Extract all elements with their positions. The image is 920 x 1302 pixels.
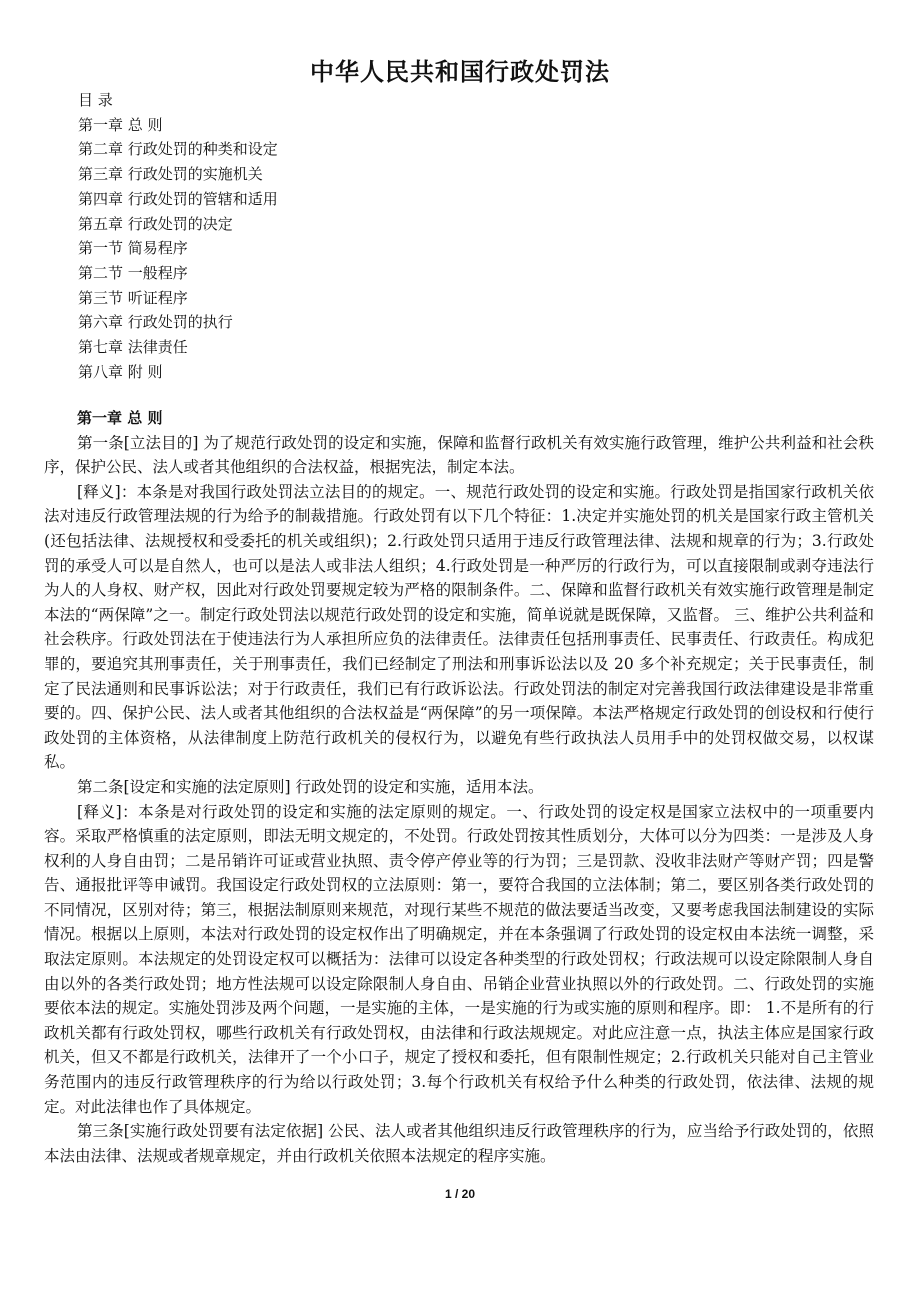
toc-item: 第一节 简易程序 — [78, 239, 188, 258]
toc-heading: 目 录 — [78, 91, 113, 109]
document-title: 中华人民共和国行政处罚法 — [310, 58, 610, 86]
toc-item: 第八章 附 则 — [78, 362, 163, 381]
article-1-commentary: [释义]：本条是对我国行政处罚法立法目的的规定。一、规范行政处罚的设定和实施。行政处罚是指国家行政机关依法对违反行政管理法规的行为给予的制裁措施。行政处罚有以下几个特征：1.决定并实施处罚的机关是国家行政主管机关(还包括法律、法规授权和受委托的机关或组织)；2.行政处罚只适用于违反行政管理法律、法规和规章的行为；3.行政处罚的承受人可以是自然人，也可以是法人或非法人组织；4.行政处罚是一种严厉的行政行为，可以直接限制或剥夺违法行为人的人身权、财产权，因此对行政处罚要规定较为严格的限制条件。二、保障和监督行政机关有效实施行政管理是制定本法的“两保障”之一。制定行政处罚法以规范行政处罚的设定和实施，简单说就是既保障，又监督。 三、维护公共利益和社会秩序。行政处罚法在于使违法行为人承担所应负的法律责任。法律责任包括刑事责任、民事责任、行政责任。构成犯罪的，要追究其刑事责任，关于刑事责任，我们已经制定了刑法和刑事诉讼法以及 20 多个补充规定；关于民事责任，制定了民法通则和民事诉讼法；对于行政责任，我们已有行政诉讼法。行政处罚法的制定对完善我国行政法律建设是非常重要的。四、保护公民、法人或者其他组织的合法权益是“两保障”的另一项保障。本法严格规定行政处罚的创设权和行使行政处罚的主体资格，从法律制度上防范行政机关的侵权行为，以避免有些行政执法人员用手中的处罚权做交易，以权谋私。 — [44, 482, 874, 772]
toc-item: 第四章 行政处罚的管辖和适用 — [78, 189, 278, 208]
page-number: 1 / 20 — [444, 1187, 476, 1201]
toc-item: 第三章 行政处罚的实施机关 — [78, 165, 263, 184]
toc-item: 第六章 行政处罚的执行 — [78, 313, 233, 332]
table-of-contents — [78, 88, 858, 384]
chapter-heading: 第一章 总 则 — [77, 409, 163, 427]
toc-item: 第二节 一般程序 — [78, 263, 188, 282]
toc-item: 第三节 听证程序 — [78, 288, 188, 307]
article-3: 第三条[实施行政处罚要有法定依据] 公民、法人或者其他组织违反行政管理秩序的行为，应当给予行政处罚的，依照本法由法律、法规或者规章规定，并由行政机关依照本法规定的程序实施。 — [44, 1122, 874, 1165]
article-2-commentary: [释义]：本条是对行政处罚的设定和实施的法定原则的规定。一、行政处罚的设定权是国家立法权中的一项重要内容。采取严格慎重的法定原则，即法无明文规定的，不处罚。行政处罚按其性质划分，大体可以分为四类：一是涉及人身权利的人身自由罚；二是吊销许可证或营业执照、责令停产停业等的行为罚；三是罚款、没收非法财产等财产罚；四是警告、通报批评等申诫罚。我国设定行政处罚权的立法原则：第一，要符合我国的立法体制；第二，要区别各类行政处罚的不同情况，区别对待；第三，根据法制原则来规范，对现行某些不规范的做法要适当改变，又要考虑我国法制建设的实际情况。根据以上原则，本法对行政处罚的设定权作出了明确规定，并在本条强调了行政处罚的设定权由本法统一调整，采取法定原则。本法规定的处罚设定权可以概括为：法律可以设定各种类型的行政处罚权；行政法规可以设定除限制人身自由以外的各类行政处罚；地方性法规可以设定除限制人身自由、吊销企业营业执照以外的行政处罚。二、行政处罚的实施要依本法的规定。实施处罚涉及两个问题，一是实施的主体，一是实施的行为或实施的原则和程序。即： 1.不是所有的行政机关都有行政处罚权，哪些行政机关有行政处罚权，由法律和行政法规规定。对此应注意一点，执法主体应是国家行政机关，但又不都是行政机关，法律开了一个小口子，规定了授权和委托，但有限制性规定；2.行政机关只能对自己主管业务范围内的违反行政管理秩序的行为给以行政处罚；3.每个行政机关有权给予什么种类的行政处罚，依法律、法规的规定。对此法律也作了具体规定。 — [44, 802, 874, 1116]
article-1: 第一条[立法目的] 为了规范行政处罚的设定和实施，保障和监督行政机关有效实施行政管理，维护公共利益和社会秩序，保护公民、法人或者其他组织的合法权益，根据宪法，制定本法。 — [44, 433, 874, 477]
article-2: 第二条[设定和实施的法定原则] 行政处罚的设定和实施，适用本法。 — [77, 777, 544, 796]
toc-item: 第一章 总 则 — [78, 115, 163, 134]
toc-item: 第七章 法律责任 — [78, 338, 188, 357]
toc-item: 第二章 行政处罚的种类和设定 — [78, 140, 278, 159]
toc-item: 第五章 行政处罚的决定 — [78, 214, 233, 233]
document-body — [44, 406, 874, 1168]
